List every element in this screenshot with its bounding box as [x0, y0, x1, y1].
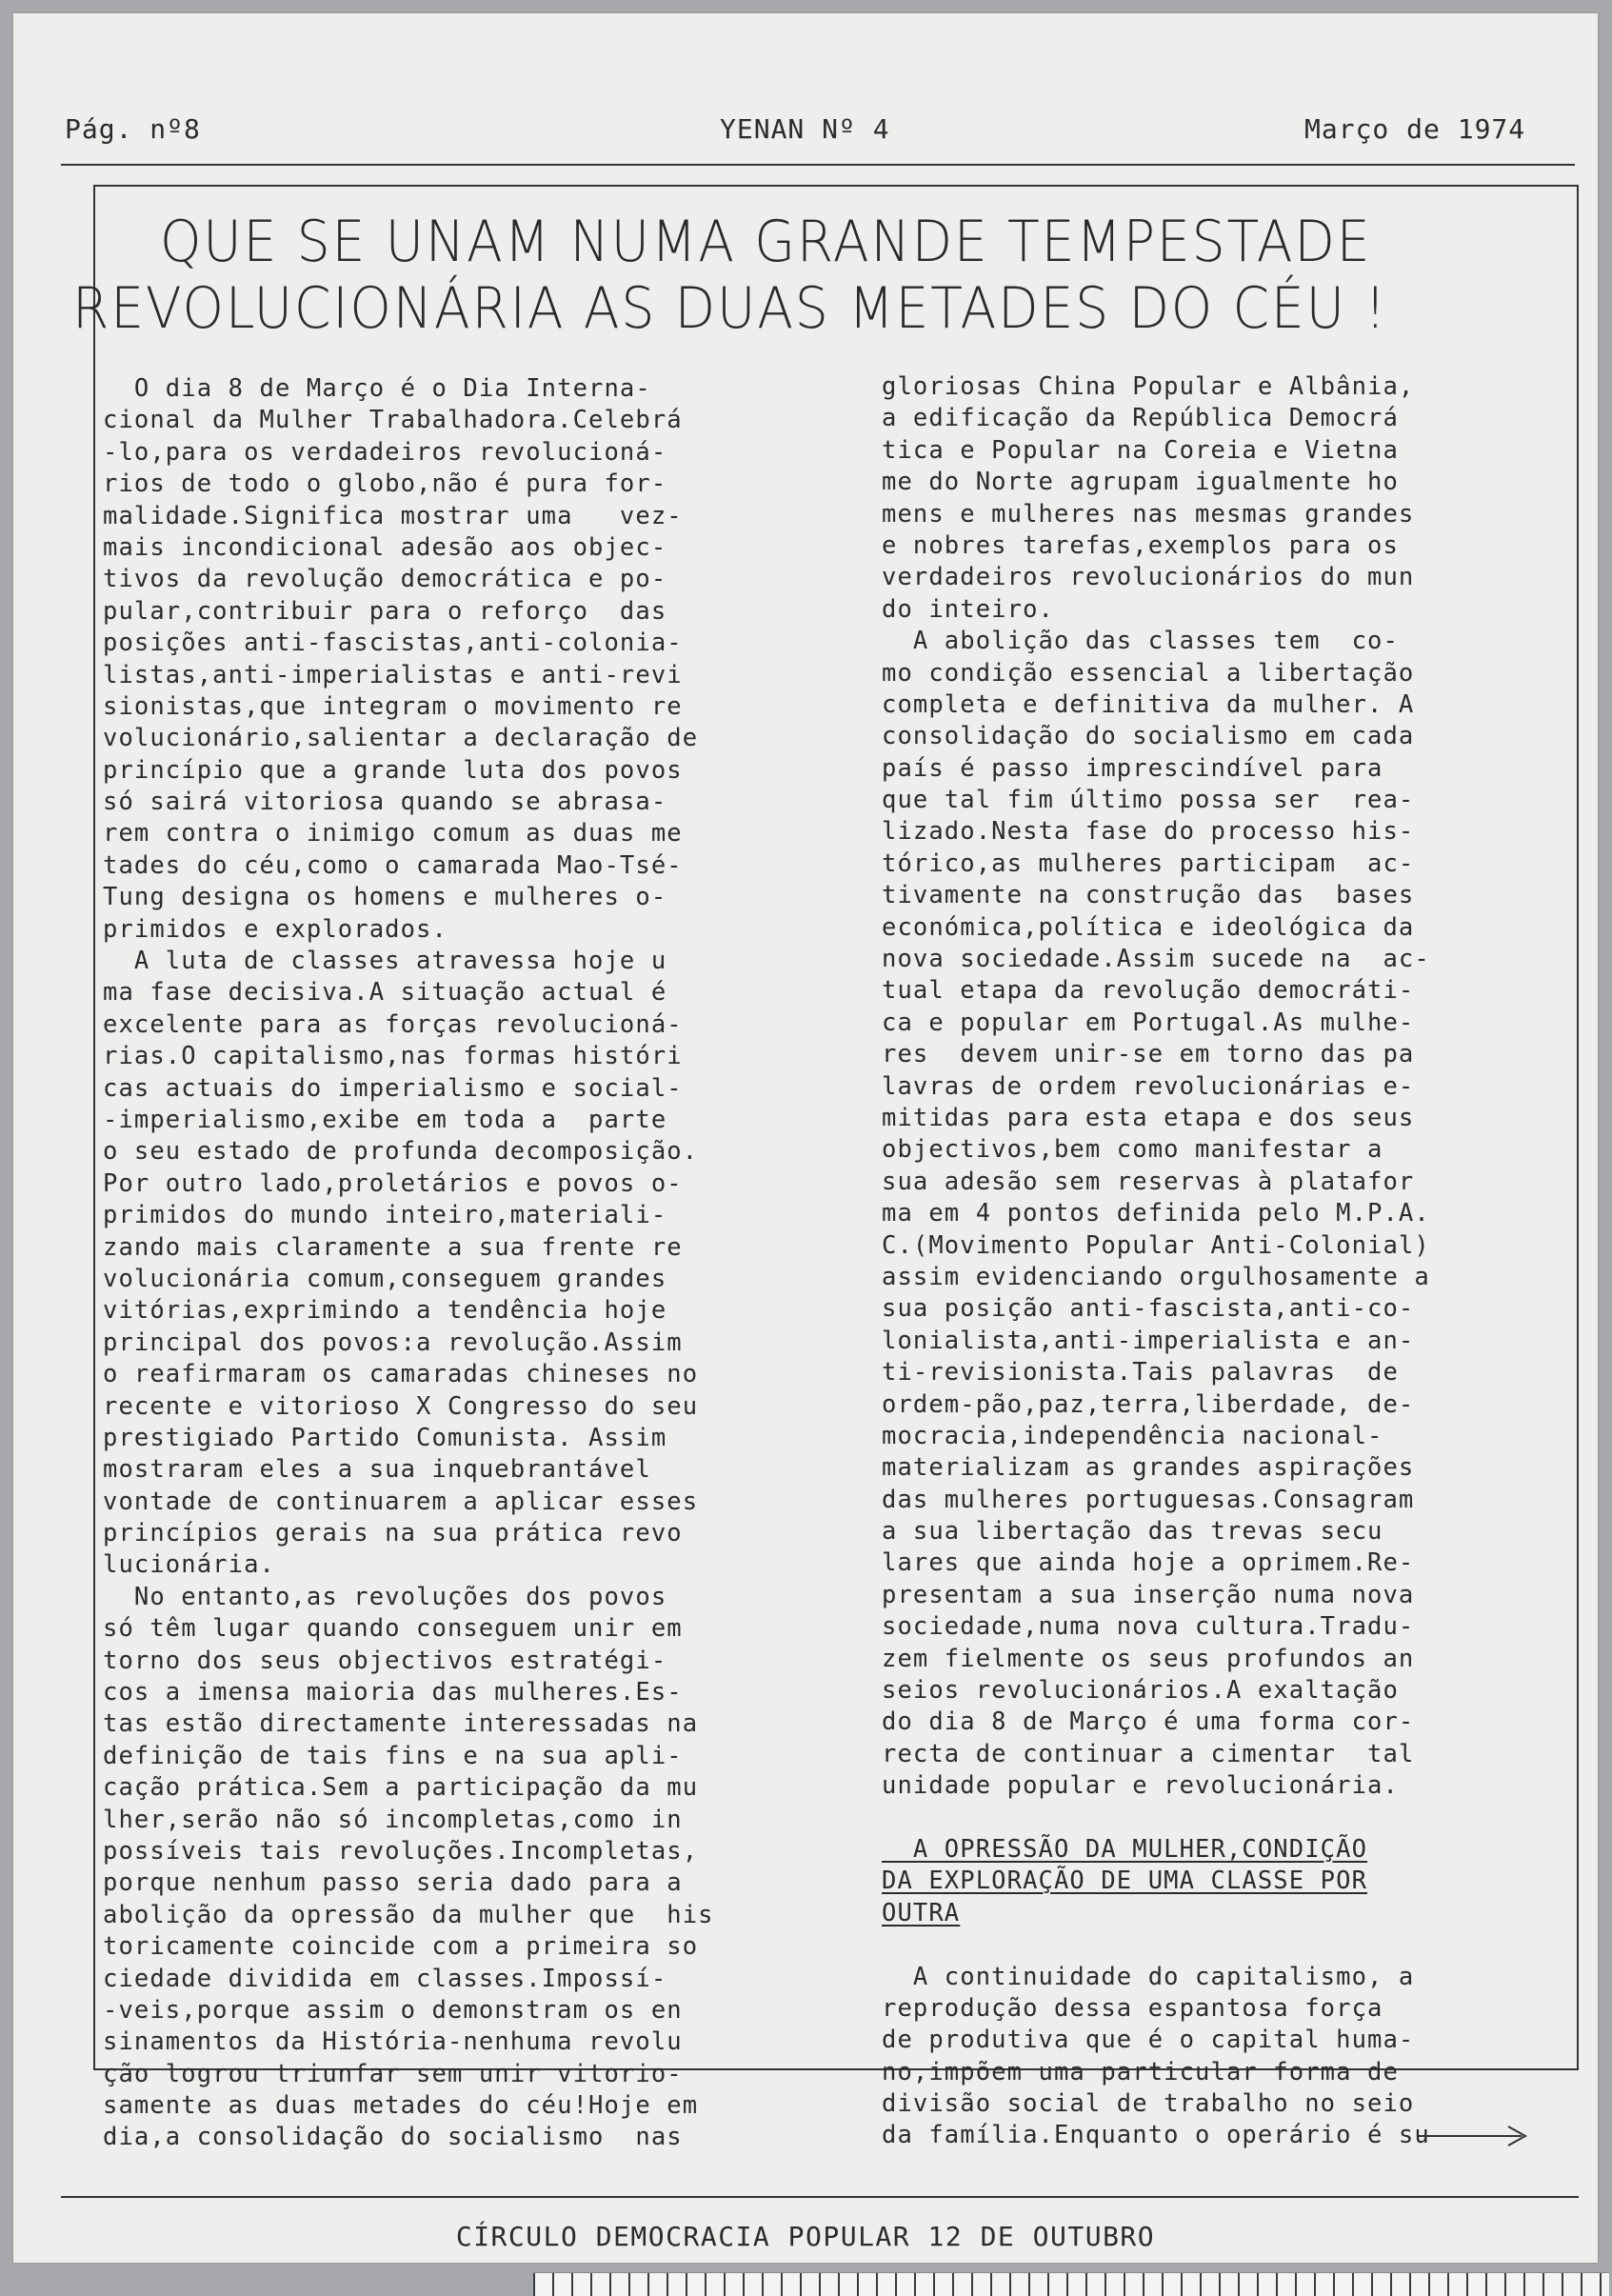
text-line: verdadeiros revolucionários do mun: [882, 563, 1415, 592]
text-line: -lo,para os verdadeiros revolucioná-: [103, 437, 667, 467]
text-line: O dia 8 de Março é o Dia Interna-: [103, 374, 651, 403]
text-line: vitórias,exprimindo a tendência hoje: [103, 1296, 667, 1326]
text-line: cos a imensa maioria das mulheres.Es-: [103, 1678, 683, 1707]
text-line: sinamentos da História-nenhuma revolu: [103, 2027, 683, 2057]
text-line: presentam a sua inserção numa nova: [882, 1580, 1415, 1609]
text-line: me do Norte agrupam igualmente ho: [882, 468, 1399, 497]
text-line: Por outro lado,proletários e povos o-: [103, 1168, 683, 1198]
text-line: do dia 8 de Março é uma forma cor-: [882, 1707, 1415, 1737]
document-page: [13, 13, 1598, 2263]
text-line: OUTRA: [882, 1898, 961, 1927]
text-line: o reafirmaram os camaradas chineses no: [103, 1360, 699, 1389]
text-line: objectivos,bem como manifestar a: [882, 1135, 1383, 1165]
text-line: primidos do mundo inteiro,materiali-: [103, 1201, 667, 1230]
text-line: recente e vitorioso X Congresso do seu: [103, 1391, 699, 1421]
headline-line-1: QUE SE UNAM NUMA GRANDE TEMPESTADE: [160, 209, 1372, 275]
text-line: mitidas para esta etapa e dos seus: [882, 1103, 1415, 1132]
text-line: A OPRESSÃO DA MULHER,CONDIÇÃO: [882, 1834, 1368, 1864]
page-number: Pág. nº8: [65, 113, 201, 145]
text-line: zando mais claramente a sua frente re: [103, 1232, 683, 1262]
text-line: rios de todo o globo,não é pura for-: [103, 469, 667, 499]
text-line: A continuidade do capitalismo, a: [882, 1962, 1415, 1991]
text-line: reprodução dessa espantosa força: [882, 1993, 1383, 2023]
text-line: tual etapa da revolução democráti-: [882, 976, 1415, 1006]
text-line: consolidação do socialismo em cada: [882, 722, 1415, 751]
text-line: samente as duas metades do céu!Hoje em: [103, 2091, 699, 2121]
text-line: A luta de classes atravessa hoje u: [103, 947, 667, 976]
text-line: cação prática.Sem a participação da mu: [103, 1773, 699, 1803]
text-line: res devem unir-se em torno das pa: [882, 1040, 1415, 1069]
text-line: só sairá vitoriosa quando se abrasa-: [103, 788, 667, 817]
text-line: gloriosas China Popular e Albânia,: [882, 372, 1415, 401]
text-line: sua posição anti-fascista,anti-co-: [882, 1294, 1415, 1324]
text-line: lares que ainda hoje a oprimem.Re-: [882, 1548, 1415, 1578]
text-line: lher,serão não só incompletas,como in: [103, 1805, 683, 1834]
text-line: mo condição essencial a libertação: [882, 658, 1415, 688]
text-line: possíveis tais revoluções.Incompletas,: [103, 1836, 699, 1866]
text-line: princípios gerais na sua prática revo: [103, 1519, 683, 1548]
text-line: seios revolucionários.A exaltação: [882, 1676, 1399, 1706]
article-headline: [72, 209, 1403, 342]
text-line: vontade de continuarem a aplicar esses: [103, 1487, 699, 1516]
text-line: no,impõem uma particular forma de: [882, 2057, 1399, 2086]
text-line: Tung designa os homens e mulheres o-: [103, 883, 667, 912]
text-line: cional da Mulher Trabalhadora.Celebrá: [103, 406, 683, 435]
text-line: a sua libertação das trevas secu: [882, 1517, 1383, 1547]
text-line: porque nenhum passo seria dado para a: [103, 1868, 683, 1898]
text-line: posições anti-fascistas,anti-colonia-: [103, 629, 683, 658]
text-line: unidade popular e revolucionária.: [882, 1771, 1399, 1801]
text-line: rem contra o inimigo comum as duas me: [103, 819, 683, 849]
text-line: tivos da revolução democrática e po-: [103, 565, 667, 594]
text-line: C.(Movimento Popular Anti-Colonial): [882, 1230, 1430, 1260]
text-line: mostraram eles a sua inquebrantável: [103, 1455, 651, 1485]
text-line: nova sociedade.Assim sucede na ac-: [882, 945, 1430, 974]
text-line: o seu estado de profunda decomposição.: [103, 1137, 699, 1167]
text-line: A abolição das classes tem co-: [882, 627, 1399, 656]
footer-organization: CÍRCULO DEMOCRACIA POPULAR 12 DE OUTUBRO: [455, 2221, 1156, 2252]
text-line: mens e mulheres nas mesmas grandes: [882, 499, 1415, 529]
text-line: divisão social de trabalho no seio: [882, 2089, 1415, 2119]
text-line: do inteiro.: [882, 594, 1054, 624]
text-line: dia,a consolidação do socialismo nas: [103, 2123, 683, 2152]
text-line: princípio que a grande luta dos povos: [103, 755, 683, 785]
text-line: cas actuais do imperialismo e social-: [103, 1073, 683, 1103]
text-line: ma em 4 pontos definida pelo M.P.A.: [882, 1199, 1430, 1228]
text-line: assim evidenciando orgulhosamente a: [882, 1262, 1430, 1291]
text-line: DA EXPLORAÇÃO DE UMA CLASSE POR: [882, 1867, 1368, 1896]
text-line: volucionária comum,conseguem grandes: [103, 1264, 667, 1293]
text-line: definição de tais fins e na sua apli-: [103, 1741, 683, 1770]
text-line: lucionária.: [103, 1550, 275, 1580]
text-line: No entanto,as revoluções dos povos: [103, 1582, 667, 1611]
publication-title: YENAN Nº 4: [720, 113, 890, 145]
footer-rule: [61, 2196, 1579, 2198]
text-line: sua adesão sem reservas à platafor: [882, 1167, 1415, 1196]
text-line: principal dos povos:a revolução.Assim: [103, 1328, 683, 1357]
continue-arrow-icon: [1417, 2122, 1531, 2150]
text-line: [882, 1803, 1605, 1834]
text-line: materializam as grandes aspirações: [882, 1453, 1415, 1483]
text-line: tivamente na construção das bases: [882, 881, 1415, 910]
text-line: ciedade dividida em classes.Impossí-: [103, 1964, 667, 1993]
text-line: de produtiva que é o capital huma-: [882, 2026, 1415, 2055]
text-line: das mulheres portuguesas.Consagram: [882, 1485, 1415, 1514]
text-line: país é passo imprescindível para: [882, 753, 1383, 783]
text-line: e nobres tarefas,exemplos para os: [882, 530, 1399, 560]
text-line: prestigiado Partido Comunista. Assim: [103, 1423, 667, 1452]
text-line: que tal fim último possa ser rea-: [882, 786, 1415, 815]
text-line: só têm lugar quando conseguem unir em: [103, 1614, 683, 1644]
text-line: lizado.Nesta fase do processo his-: [882, 817, 1415, 847]
issue-date: Março de 1974: [1304, 113, 1526, 145]
text-line: toricamente coincide com a primeira so: [103, 1932, 699, 1962]
text-line: primidos e explorados.: [103, 914, 448, 944]
text-line: da família.Enquanto o operário é su: [882, 2121, 1430, 2150]
text-line: recta de continuar a cimentar tal: [882, 1739, 1415, 1768]
right-text-column: [882, 371, 1605, 2152]
text-line: ordem-pão,paz,terra,liberdade, de-: [882, 1389, 1415, 1419]
text-line: económica,política e ideológica da: [882, 912, 1415, 942]
text-line: tica e Popular na Coreia e Vietna: [882, 435, 1399, 465]
text-line: [882, 1929, 1605, 1961]
text-line: tas estão directamente interessadas na: [103, 1709, 699, 1739]
text-line: mais incondicional adesão aos objec-: [103, 532, 667, 562]
scan-ruler: [533, 2272, 1609, 2296]
text-line: ca e popular em Portugal.As mulhe-: [882, 1008, 1415, 1037]
text-line: ção logrou triunfar sem unir vitorio-: [103, 2059, 683, 2088]
text-line: -veis,porque assim o demonstram os en: [103, 1995, 683, 2025]
text-line: excelente para as forças revolucioná-: [103, 1009, 683, 1039]
text-line: tórico,as mulheres participam ac-: [882, 849, 1415, 878]
text-line: pular,contribuir para o reforço das: [103, 596, 667, 626]
text-line: malidade.Significa mostrar uma vez-: [103, 501, 683, 530]
text-line: zem fielmente os seus profundos an: [882, 1644, 1415, 1673]
header-rule: [61, 164, 1575, 166]
text-line: torno dos seus objectivos estratégi-: [103, 1646, 667, 1675]
text-line: sionistas,que integram o movimento re: [103, 691, 683, 721]
text-line: rias.O capitalismo,nas formas históri: [103, 1042, 683, 1071]
text-line: a edificação da República Democrá: [882, 404, 1399, 433]
text-line: lonialista,anti-imperialista e an-: [882, 1326, 1415, 1355]
text-line: tades do céu,como o camarada Mao-Tsé-: [103, 850, 683, 880]
text-line: lavras de ordem revolucionárias e-: [882, 1071, 1415, 1101]
text-line: completa e definitiva da mulher. A: [882, 689, 1415, 719]
text-line: volucionário,salientar a declaração de: [103, 724, 699, 753]
text-line: abolição da opressão da mulher que his: [103, 1900, 714, 1929]
text-line: ti-revisionista.Tais palavras de: [882, 1358, 1399, 1388]
text-line: mocracia,independência nacional-: [882, 1421, 1383, 1450]
headline-line-2: REVOLUCIONÁRIA AS DUAS METADES DO CÉU !: [72, 275, 1388, 342]
text-line: listas,anti-imperialistas e anti-revi: [103, 660, 683, 689]
text-line: sociedade,numa nova cultura.Tradu-: [882, 1612, 1415, 1642]
left-text-column: [103, 373, 826, 2154]
text-line: ma fase decisiva.A situação actual é: [103, 978, 667, 1008]
text-line: -imperialismo,exibe em toda a parte: [103, 1105, 667, 1134]
